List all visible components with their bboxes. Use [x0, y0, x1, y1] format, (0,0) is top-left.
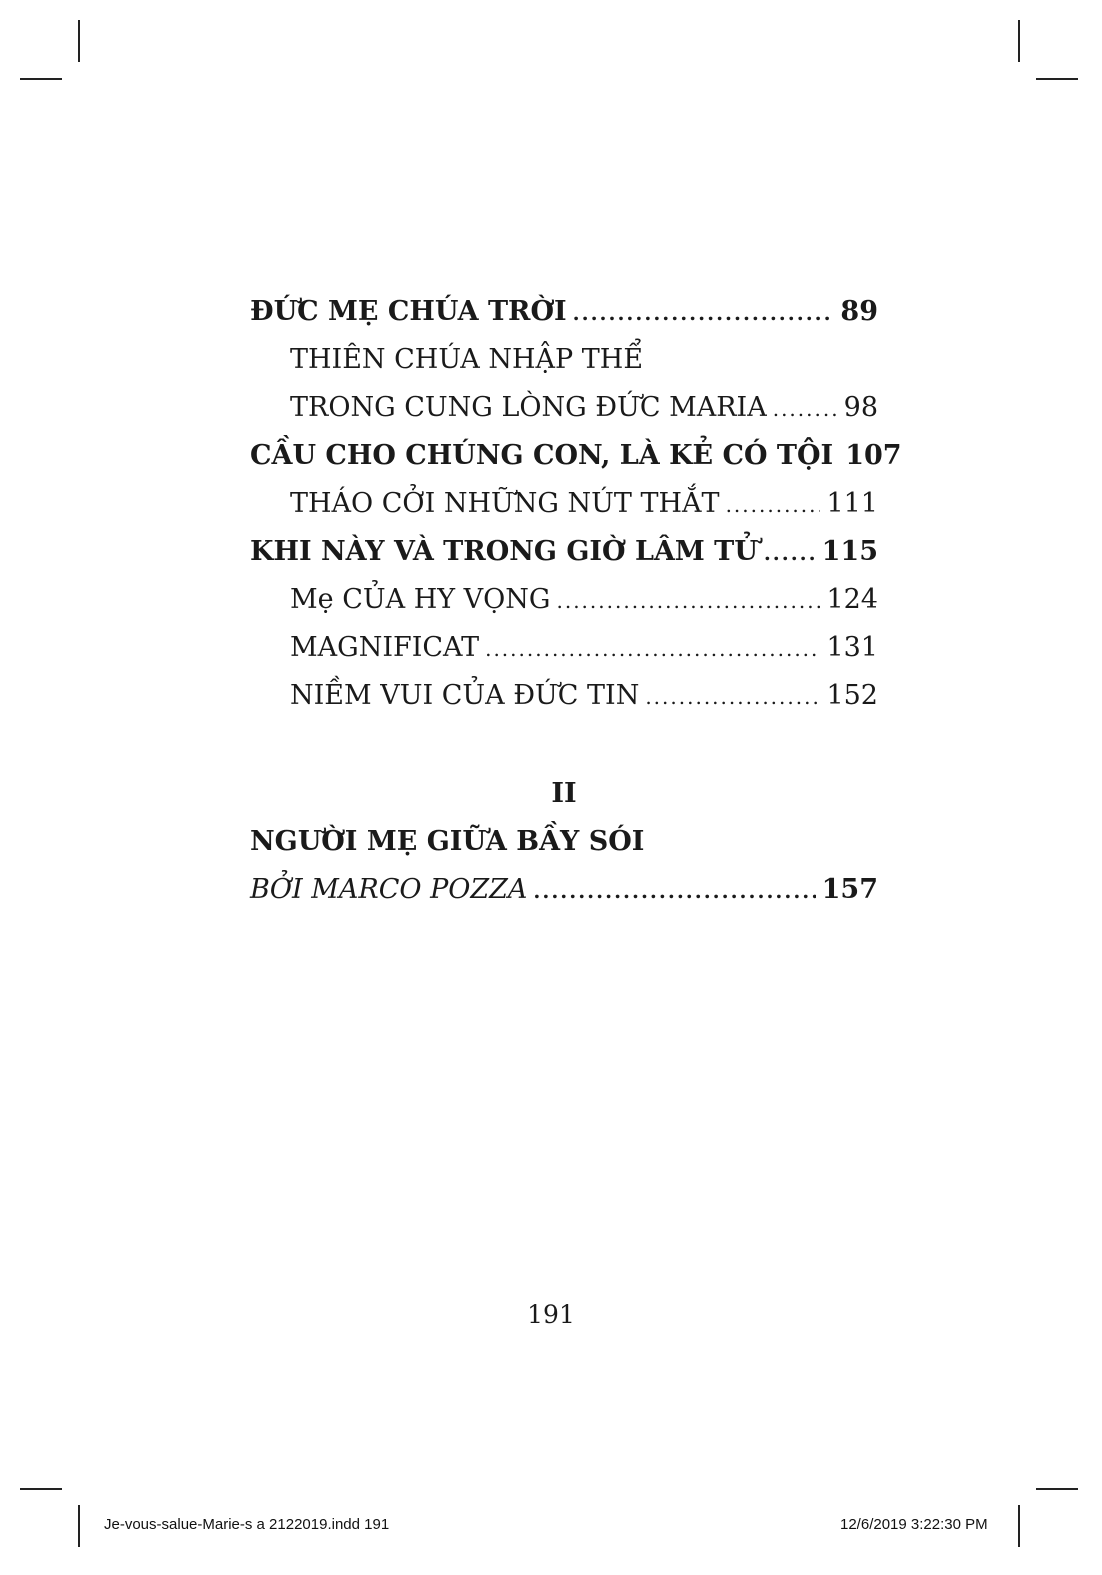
- toc-entry-title: CẦU CHO CHÚNG CON, LÀ KẺ CÓ TỘI: [250, 440, 834, 471]
- toc-entry: [250, 384, 878, 432]
- dot-leader: [726, 481, 821, 529]
- dot-leader: [764, 529, 816, 577]
- part-byline-row: [250, 866, 878, 914]
- slug-filename: Je-vous-salue-Marie-s a 2122019.indd 191: [104, 1516, 390, 1533]
- crop-mark-top-left-vertical: [78, 20, 80, 62]
- part-title: NGƯỜI MẸ GIỮA BẦY SÓI: [250, 826, 645, 857]
- toc-entry-title: TRONG CUNG LÒNG ĐỨC MARIA: [290, 392, 767, 423]
- crop-mark-bottom-left-vertical: [78, 1505, 80, 1547]
- part-title-row: [250, 818, 878, 866]
- part-two-block: [250, 818, 878, 914]
- toc-entry-page: 115: [821, 536, 878, 567]
- toc-entry-title: THIÊN CHÚA NHẬP THỂ: [290, 344, 644, 375]
- toc-entry: [250, 432, 902, 480]
- dot-leader: [645, 673, 820, 721]
- toc-entry-page: 124: [826, 584, 878, 615]
- toc-entry-title: THÁO CỞI NHỮNG NÚT THẮT: [290, 488, 720, 519]
- toc-entry: [250, 576, 878, 624]
- crop-mark-top-right-horizontal: [1036, 78, 1078, 80]
- dot-leader: [773, 385, 838, 433]
- toc-entry-title: NIỀM VUI CỦA ĐỨC TIN: [290, 680, 640, 711]
- crop-mark-top-left-horizontal: [20, 78, 62, 80]
- toc-entry-page: 98: [843, 392, 878, 423]
- dot-leader: [556, 577, 820, 625]
- part-numeral: II: [551, 778, 577, 809]
- toc-entry: [250, 288, 878, 336]
- page-number: 191: [527, 1300, 575, 1329]
- toc-entry: [250, 480, 878, 528]
- table-of-contents: [250, 288, 902, 720]
- slug-timestamp: 12/6/2019 3:22:30 PM: [840, 1516, 988, 1533]
- dot-leader: [485, 625, 820, 673]
- toc-entry: [250, 624, 878, 672]
- crop-mark-bottom-right-vertical: [1018, 1505, 1020, 1547]
- toc-entry-title: KHI NÀY VÀ TRONG GIỜ LÂM TỬ: [250, 536, 758, 567]
- part-byline: BỞI MARCO POZZA: [250, 874, 528, 905]
- toc-entry-page: 131: [826, 632, 878, 663]
- toc-entry-page: 89: [840, 296, 878, 327]
- toc-entry: [250, 336, 878, 384]
- toc-entry-page: 152: [826, 680, 878, 711]
- toc-entry-page: 111: [826, 488, 878, 519]
- crop-mark-bottom-right-horizontal: [1036, 1488, 1078, 1490]
- toc-entry-title: ĐỨC MẸ CHÚA TRỜI: [250, 296, 567, 327]
- part-page: 157: [821, 874, 878, 905]
- crop-mark-top-right-vertical: [1018, 20, 1020, 62]
- toc-entry-title: MAGNIFICAT: [290, 632, 480, 663]
- toc-entry-title: Mẹ CỦA HY VỌNG: [290, 584, 551, 615]
- dot-leader: [533, 867, 815, 915]
- toc-entry: [250, 528, 878, 576]
- crop-mark-bottom-left-horizontal: [20, 1488, 62, 1490]
- toc-entry-page: 107: [845, 440, 902, 471]
- toc-entry: [250, 672, 878, 720]
- dot-leader: [573, 289, 835, 337]
